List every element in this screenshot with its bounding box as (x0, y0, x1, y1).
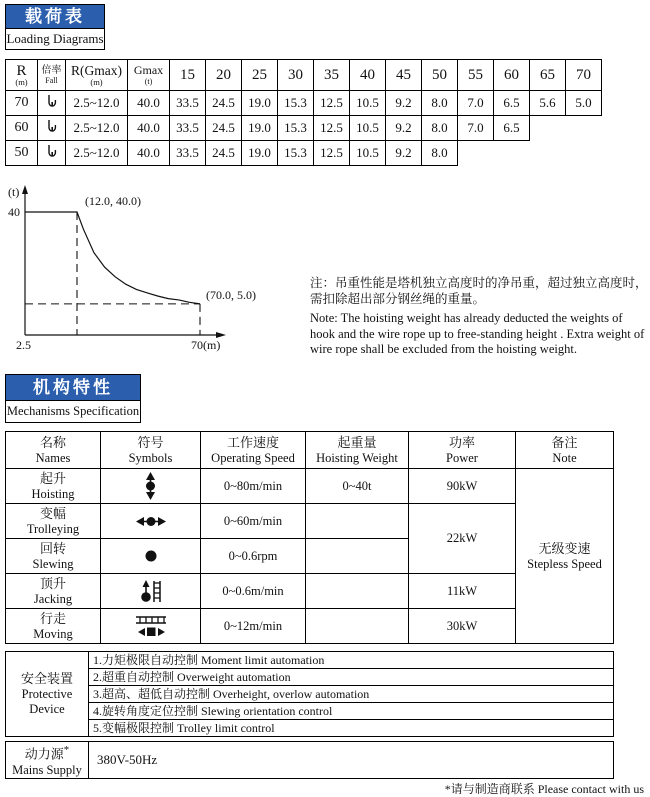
mech-name-slewing: 回转 Slewing (6, 539, 101, 574)
hoisting-note-cn: 注：吊重性能是塔机独立高度时的净吊重，超过独立高度时，需扣除超出部分钢丝绳的重量。 (310, 276, 648, 306)
load-value-cell: 12.5 (314, 116, 350, 141)
load-radius-header: 20 (206, 60, 242, 91)
load-value-cell: 15.3 (278, 116, 314, 141)
fall-reeving-icon (47, 93, 57, 109)
mech-power-hoisting: 90kW (409, 469, 516, 504)
mech-speed-trolleying: 0~60m/min (201, 504, 306, 539)
fall-reeving-icon (47, 118, 57, 134)
load-value-cell: 7.0 (458, 91, 494, 116)
mech-power-moving: 30kW (409, 609, 516, 644)
load-value-cell: 9.2 (386, 91, 422, 116)
jacking-symbol-icon (141, 579, 161, 604)
load-value-cell: 10.5 (350, 141, 386, 166)
hoisting-symbol-icon (144, 472, 157, 500)
mains-supply-row (6, 742, 614, 779)
mech-speed-slewing: 0~0.6rpm (201, 539, 306, 574)
mech-header-names: 名称 Names (6, 432, 101, 469)
load-table-row (6, 91, 602, 116)
load-table (5, 59, 602, 166)
load-value-cell: 15.3 (278, 91, 314, 116)
load-value-cell: 8.0 (422, 116, 458, 141)
mech-speed-hoisting: 0~80m/min (201, 469, 306, 504)
load-row-gmax: 40.0 (128, 141, 170, 166)
mechanisms-title-cn: 机构特性 (5, 374, 141, 401)
load-value-cell: 5.6 (530, 91, 566, 116)
load-value-cell: 19.0 (242, 116, 278, 141)
trolleying-symbol-icon (136, 515, 166, 528)
svg-text:(70.0, 5.0): (70.0, 5.0) (206, 287, 256, 302)
load-empty-cell (458, 141, 494, 166)
mech-header-symbols: 符号 Symbols (101, 432, 201, 469)
load-value-cell: 10.5 (350, 91, 386, 116)
mech-weight-hoisting: 0~40t (306, 469, 409, 504)
load-table-row (6, 116, 602, 141)
mech-weight-moving (306, 609, 409, 644)
load-row-radius: 70 (6, 91, 38, 116)
protective-item-5: 5.变幅极限控制 Trolley limit control (89, 720, 614, 737)
load-curve-chart (5, 182, 305, 357)
protective-row-4 (6, 703, 614, 720)
load-value-cell: 24.5 (206, 116, 242, 141)
protective-row-5 (6, 720, 614, 737)
load-value-cell: 19.0 (242, 141, 278, 166)
contact-footer-note: *请与制造商联系 Please contact with us (444, 782, 644, 796)
load-value-cell: 24.5 (206, 141, 242, 166)
load-header-fall: 倍率 Fall (38, 60, 66, 91)
load-value-cell: 6.5 (494, 116, 530, 141)
mech-name-trolleying: 变幅 Trolleying (6, 504, 101, 539)
load-radius-header: 55 (458, 60, 494, 91)
mech-power-trolleying-slewing: 22kW (409, 504, 516, 574)
load-empty-cell (494, 141, 530, 166)
load-row-fall (38, 141, 66, 166)
load-row-range: 2.5~12.0 (66, 116, 128, 141)
mech-header-note: 备注 Note (516, 432, 614, 469)
mech-header-power: 功率 Power (409, 432, 516, 469)
load-empty-cell (566, 116, 602, 141)
loading-diagrams-title-cn: 载荷表 (5, 4, 105, 29)
mech-note-cell: 无级变速 Stepless Speed (516, 469, 614, 644)
fall-reeving-icon (47, 143, 57, 159)
moving-symbol-icon (134, 615, 168, 638)
mech-symbol-trolleying (101, 504, 201, 539)
load-row-fall (38, 91, 66, 116)
protective-item-3: 3.超高、超低自动控制 Overheight, overlow automation (89, 686, 614, 703)
load-value-cell: 9.2 (386, 141, 422, 166)
load-value-cell: 8.0 (422, 91, 458, 116)
load-radius-header: 45 (386, 60, 422, 91)
load-radius-header: 65 (530, 60, 566, 91)
load-row-range: 2.5~12.0 (66, 141, 128, 166)
load-empty-cell (530, 141, 566, 166)
svg-text:40: 40 (8, 205, 20, 219)
mains-supply-table (5, 741, 614, 779)
mech-weight-jacking (306, 574, 409, 609)
mech-symbol-jacking (101, 574, 201, 609)
protective-row-2 (6, 669, 614, 686)
load-table-row (6, 141, 602, 166)
load-table-header-row (6, 60, 602, 91)
load-value-cell: 7.0 (458, 116, 494, 141)
load-empty-cell (530, 116, 566, 141)
mech-header-weight: 起重量 Hoisting Weight (306, 432, 409, 469)
mech-symbol-moving (101, 609, 201, 644)
hoisting-note-en: Note: The hoisting weight has already deducted the weights of hook and the wire rope up to free-standing height . Extra weight of wire rope shall be excluded from the hoisting weight. (310, 311, 645, 356)
protective-item-2: 2.超重自动控制 Overweight automation (89, 669, 614, 686)
svg-text:70(m): 70(m) (191, 338, 221, 352)
svg-text:2.5: 2.5 (16, 338, 31, 352)
protective-row-1 (6, 652, 614, 669)
load-value-cell: 9.2 (386, 116, 422, 141)
loading-diagrams-title-en: Loading Diagrams (5, 29, 105, 50)
mech-name-jacking: 顶升 Jacking (6, 574, 101, 609)
mechanisms-table (5, 431, 614, 644)
mech-power-jacking: 11kW (409, 574, 516, 609)
load-value-cell: 33.5 (170, 141, 206, 166)
mech-header-speed: 工作速度 Operating Speed (201, 432, 306, 469)
mech-weight-slewing (306, 539, 409, 574)
mechanisms-spec-header (5, 374, 141, 423)
protective-device-table (5, 651, 614, 737)
load-radius-header: 60 (494, 60, 530, 91)
load-value-cell: 15.3 (278, 141, 314, 166)
mech-name-hoisting: 起升 Hoisting (6, 469, 101, 504)
load-value-cell: 6.5 (494, 91, 530, 116)
mechanisms-title-en: Mechanisms Specification (5, 401, 141, 423)
load-radius-header: 35 (314, 60, 350, 91)
protective-row-3 (6, 686, 614, 703)
load-value-cell: 19.0 (242, 91, 278, 116)
mech-symbol-slewing (101, 539, 201, 574)
mains-label-star: * (63, 744, 70, 757)
load-row-fall (38, 116, 66, 141)
mech-symbol-hoisting (101, 469, 201, 504)
loading-diagrams-header (5, 4, 105, 50)
mech-speed-jacking: 0~0.6m/min (201, 574, 306, 609)
load-value-cell: 33.5 (170, 91, 206, 116)
load-row-range: 2.5~12.0 (66, 91, 128, 116)
load-header-radius: R (m) (6, 60, 38, 91)
svg-text:(t): (t) (8, 185, 20, 199)
mains-label-cn: 动力源 (24, 746, 64, 762)
mech-name-moving: 行走 Moving (6, 609, 101, 644)
mech-weight-trolleying (306, 504, 409, 539)
slewing-symbol-icon (144, 549, 158, 563)
svg-text:(12.0, 40.0): (12.0, 40.0) (85, 194, 141, 208)
load-value-cell: 5.0 (566, 91, 602, 116)
mains-label-en: Mains Supply (12, 762, 82, 777)
load-empty-cell (566, 141, 602, 166)
load-row-gmax: 40.0 (128, 91, 170, 116)
load-radius-header: 70 (566, 60, 602, 91)
load-header-rgmax: R(Gmax) (m) (66, 60, 128, 91)
mains-supply-label-cell (6, 742, 89, 779)
mech-speed-moving: 0~12m/min (201, 609, 306, 644)
protective-label-cell: 安全装置 Protective Device (6, 652, 89, 737)
load-value-cell: 10.5 (350, 116, 386, 141)
load-row-radius: 50 (6, 141, 38, 166)
load-radius-header: 15 (170, 60, 206, 91)
load-header-gmax: Gmax (t) (128, 60, 170, 91)
load-value-cell: 8.0 (422, 141, 458, 166)
mech-row-hoisting (6, 469, 614, 504)
load-radius-header: 40 (350, 60, 386, 91)
load-radius-header: 50 (422, 60, 458, 91)
load-value-cell: 12.5 (314, 141, 350, 166)
hoisting-note (310, 276, 648, 362)
load-row-radius: 60 (6, 116, 38, 141)
load-radius-header: 30 (278, 60, 314, 91)
mains-supply-value: 380V-50Hz (89, 742, 614, 779)
load-value-cell: 33.5 (170, 116, 206, 141)
mechanisms-header-row (6, 432, 614, 469)
load-value-cell: 12.5 (314, 91, 350, 116)
protective-item-1: 1.力矩极限自动控制 Moment limit automation (89, 652, 614, 669)
load-row-gmax: 40.0 (128, 116, 170, 141)
load-value-cell: 24.5 (206, 91, 242, 116)
protective-item-4: 4.旋转角度定位控制 Slewing orientation control (89, 703, 614, 720)
load-radius-header: 25 (242, 60, 278, 91)
